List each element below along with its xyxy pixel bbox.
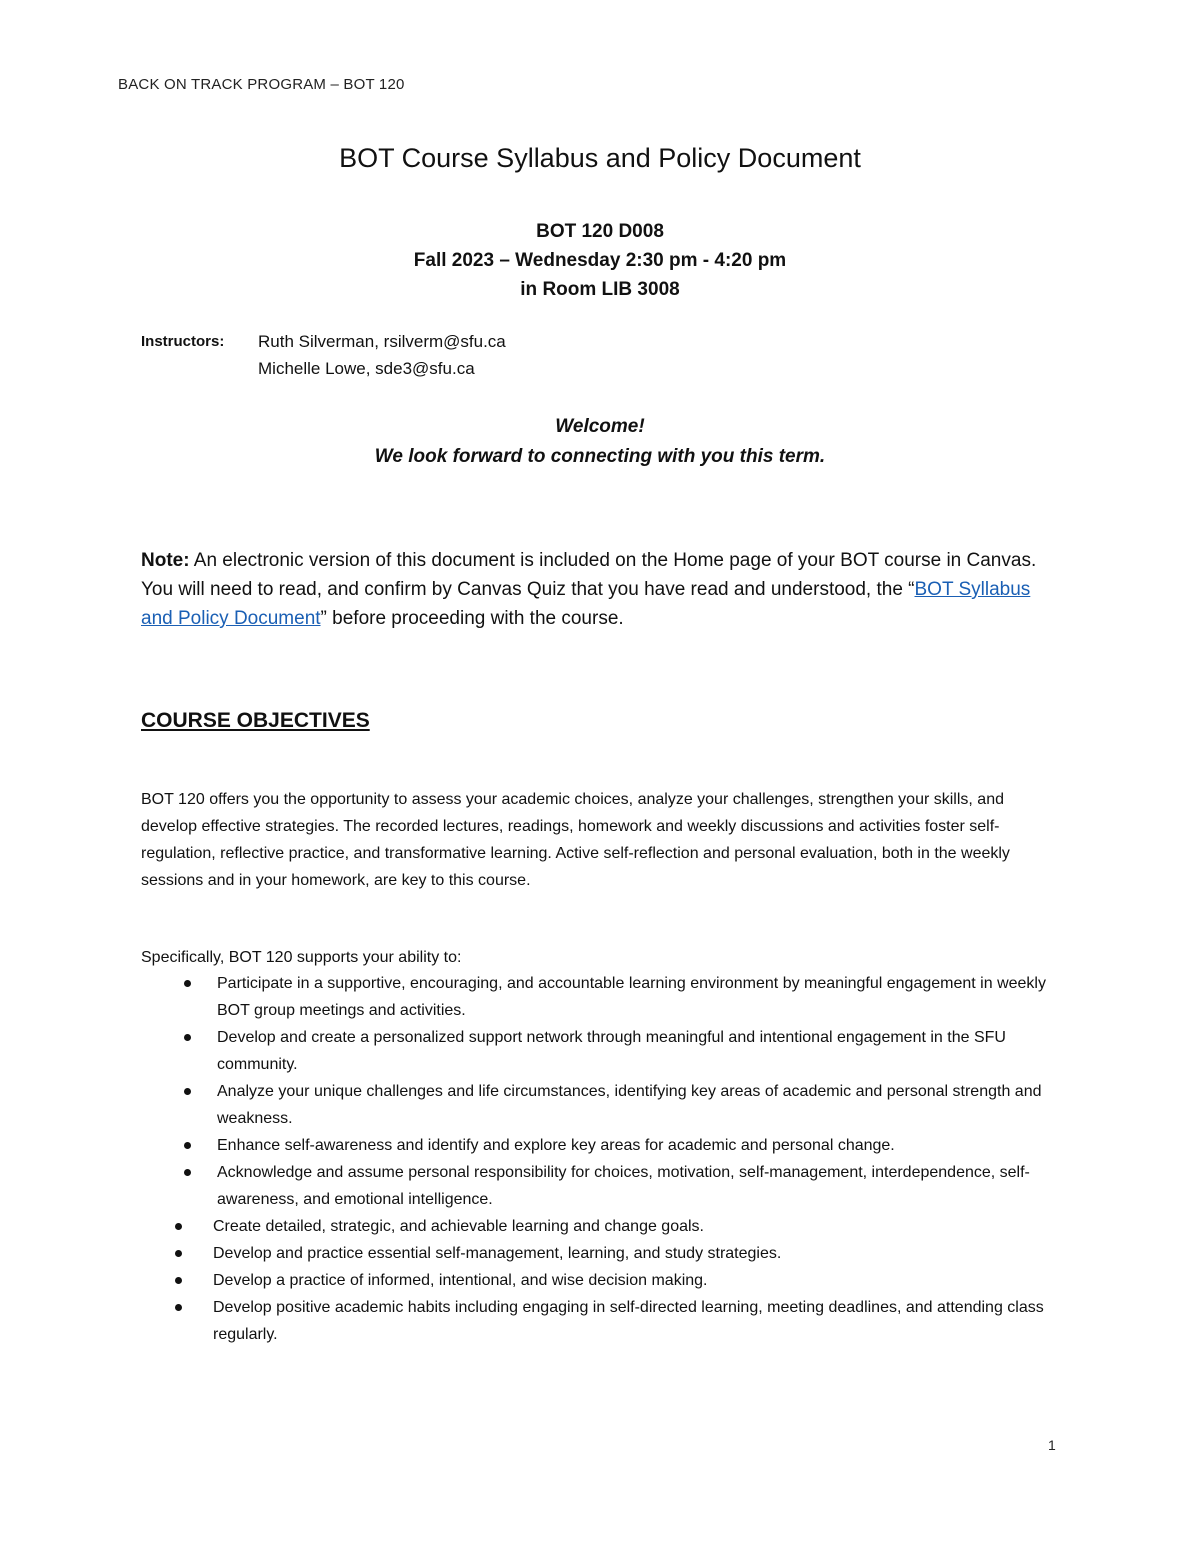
list-item-text: Develop and practice essential self-management, learning, and study strategies. (213, 1245, 782, 1262)
document-title: BOT Course Syllabus and Policy Document (339, 143, 861, 173)
note-text-end: ” before proceeding with the course. (320, 608, 624, 629)
list-item (141, 1294, 1061, 1348)
note-text: An electronic version of this document is included on the Home page of your BOT course in Canvas. You will need to read, and confirm by Canvas Quiz that you have read and understood, the “ (141, 550, 1037, 600)
syllabus-link[interactable]: BOT Syllabus and Policy Document (141, 579, 1031, 629)
list-item-text: Create detailed, strategic, and achievable learning and change goals. (213, 1218, 704, 1235)
section-heading: COURSE OBJECTIVES (141, 709, 370, 732)
list-item (141, 1132, 1061, 1159)
instructor-entry: Michelle Lowe, sde3@sfu.ca (258, 359, 475, 378)
bullet-icon (184, 1169, 191, 1176)
bullet-icon (175, 1277, 182, 1284)
note-label: Note: (141, 550, 190, 571)
note-paragraph (141, 546, 1061, 633)
list-item (141, 1159, 1061, 1213)
list-item (141, 970, 1061, 1024)
list-item-text: Develop positive academic habits including engaging in self-directed learning, meeting deadlines, and attending class regularly. (213, 1299, 1044, 1343)
bullet-icon (175, 1304, 182, 1311)
bullet-icon (175, 1223, 182, 1230)
objectives-list (141, 970, 1061, 1348)
instructor-list (258, 328, 506, 382)
course-room: in Room LIB 3008 (520, 279, 680, 300)
list-item (141, 1267, 1061, 1294)
list-item (141, 1213, 1061, 1240)
welcome-line: Welcome! (555, 416, 645, 437)
bullet-icon (184, 980, 191, 987)
list-item-text: Participate in a supportive, encouraging, and accountable learning environment by meaningful engagement in weekly BOT group meetings and activities. (217, 975, 1046, 1019)
welcome-subline: We look forward to connecting with you this term. (374, 446, 826, 467)
list-item-text: Develop and create a personalized support network through meaningful and intentional engagement in the SFU community. (217, 1029, 1006, 1073)
bullet-icon (184, 1088, 191, 1095)
page-number: 1 (1048, 1437, 1056, 1453)
list-item-text: Acknowledge and assume personal responsibility for choices, motivation, self-management, interdependence, self-awareness, and emotional intelligence. (217, 1164, 1030, 1208)
objectives-lead: Specifically, BOT 120 supports your ability to: (141, 949, 462, 966)
course-schedule: Fall 2023 – Wednesday 2:30 pm - 4:20 pm (413, 250, 787, 271)
objectives-intro: BOT 120 offers you the opportunity to assess your academic choices, analyze your challenges, strengthen your skills, and develop effective strategies. The recorded lectures, readings, homework and weekly discussions and activities foster self-regulation, reflective practice, and transformative learning. Active self-reflection and personal evaluation, both in the weekly sessions and in your homework, are key to this course. (141, 791, 1010, 889)
list-item-text: Analyze your unique challenges and life circumstances, identifying key areas of academic and personal strength and weakness. (217, 1083, 1042, 1127)
welcome-message (0, 412, 1200, 472)
course-info (0, 217, 1200, 304)
bullet-icon (175, 1250, 182, 1257)
bullet-icon (184, 1034, 191, 1041)
instructor-entry: Ruth Silverman, rsilverm@sfu.ca (258, 332, 506, 351)
bullet-icon (184, 1142, 191, 1149)
list-item-text: Develop a practice of informed, intentional, and wise decision making. (213, 1272, 708, 1289)
list-item-text: Enhance self-awareness and identify and explore key areas for academic and personal change. (217, 1137, 895, 1154)
list-item (141, 1024, 1061, 1078)
instructors-label: Instructors: (141, 333, 225, 350)
running-header: BACK ON TRACK PROGRAM – BOT 120 (118, 76, 405, 93)
list-item (141, 1240, 1061, 1267)
course-code: BOT 120 D008 (536, 221, 664, 242)
list-item (141, 1078, 1061, 1132)
